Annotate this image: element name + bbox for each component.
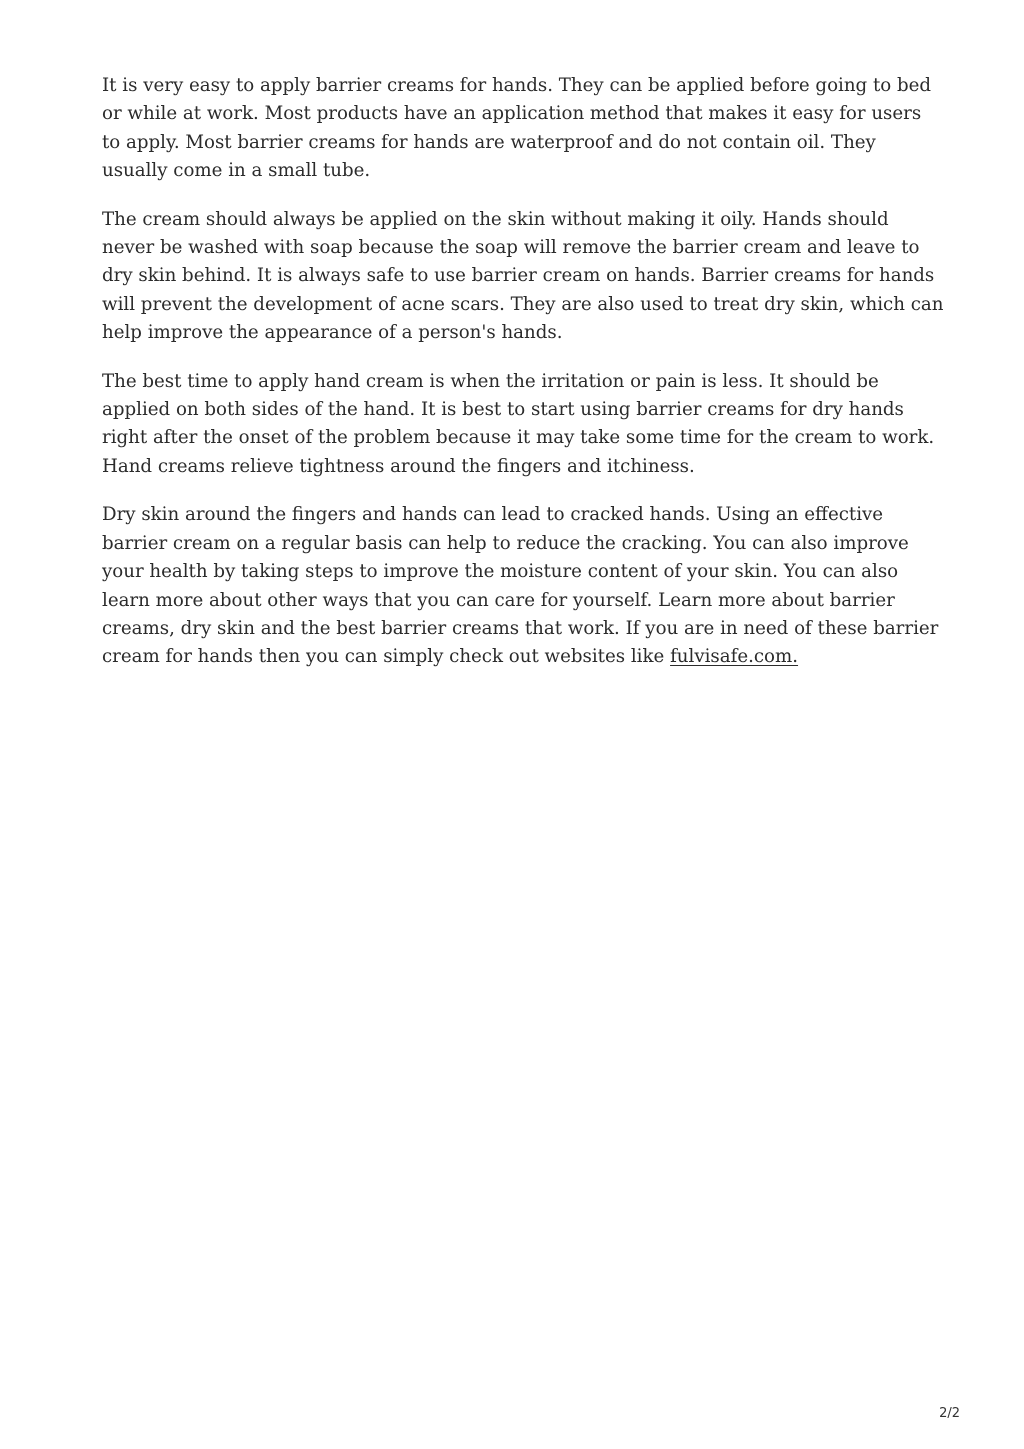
paragraph-line: right after the onset of the problem because it may take some time for the cream to work. (102, 427, 935, 449)
paragraph-3 (102, 368, 935, 482)
paragraph-line: Hand creams relieve tightness around the fingers and itchiness. (102, 455, 695, 477)
paragraph-1 (102, 72, 932, 186)
paragraph-line: or while at work. Most products have an application method that makes it easy for users (102, 103, 922, 125)
paragraph-line: usually come in a small tube. (102, 160, 371, 182)
paragraph-line: never be washed with soap because the soap will remove the barrier cream and leave to (102, 237, 920, 259)
website-link[interactable]: fulvisafe.com. (670, 646, 799, 668)
paragraph-line: It is very easy to apply barrier creams for hands. They can be applied before going to bed (102, 75, 932, 96)
paragraph-line-text: cream for hands then you can simply check out websites like (102, 646, 671, 668)
paragraph-last-line (102, 643, 924, 671)
paragraph-line: will prevent the development of acne scars. They are also used to treat dry skin, which can (102, 293, 944, 315)
paragraph-line: creams, dry skin and the best barrier creams that work. If you are in need of these barrier (102, 617, 939, 639)
paragraph-line: applied on both sides of the hand. It is best to start using barrier creams for dry hands (102, 399, 904, 421)
page-number: 2/2 (939, 1406, 960, 1421)
paragraph-2 (102, 206, 944, 348)
article-body (102, 72, 944, 692)
paragraph-line: to apply. Most barrier creams for hands are waterproof and do not contain oil. They (102, 131, 876, 153)
paragraph-4 (102, 501, 939, 671)
paragraph-line: help improve the appearance of a person's hands. (102, 322, 563, 344)
paragraph-line: The cream should always be applied on the skin without making it oily. Hands should (102, 208, 889, 230)
paragraph-line: barrier cream on a regular basis can help to reduce the cracking. You can also improve (102, 532, 909, 554)
paragraph-line: The best time to apply hand cream is when the irritation or pain is less. It should be (102, 370, 879, 392)
paragraph-line: Dry skin around the fingers and hands can lead to cracked hands. Using an effective (102, 504, 884, 526)
paragraph-line: learn more about other ways that you can care for yourself. Learn more about barrier (102, 589, 895, 611)
paragraph-line: dry skin behind. It is always safe to use barrier cream on hands. Barrier creams for hands (102, 265, 935, 287)
paragraph-line: your health by taking steps to improve the moisture content of your skin. You can also (102, 561, 899, 583)
